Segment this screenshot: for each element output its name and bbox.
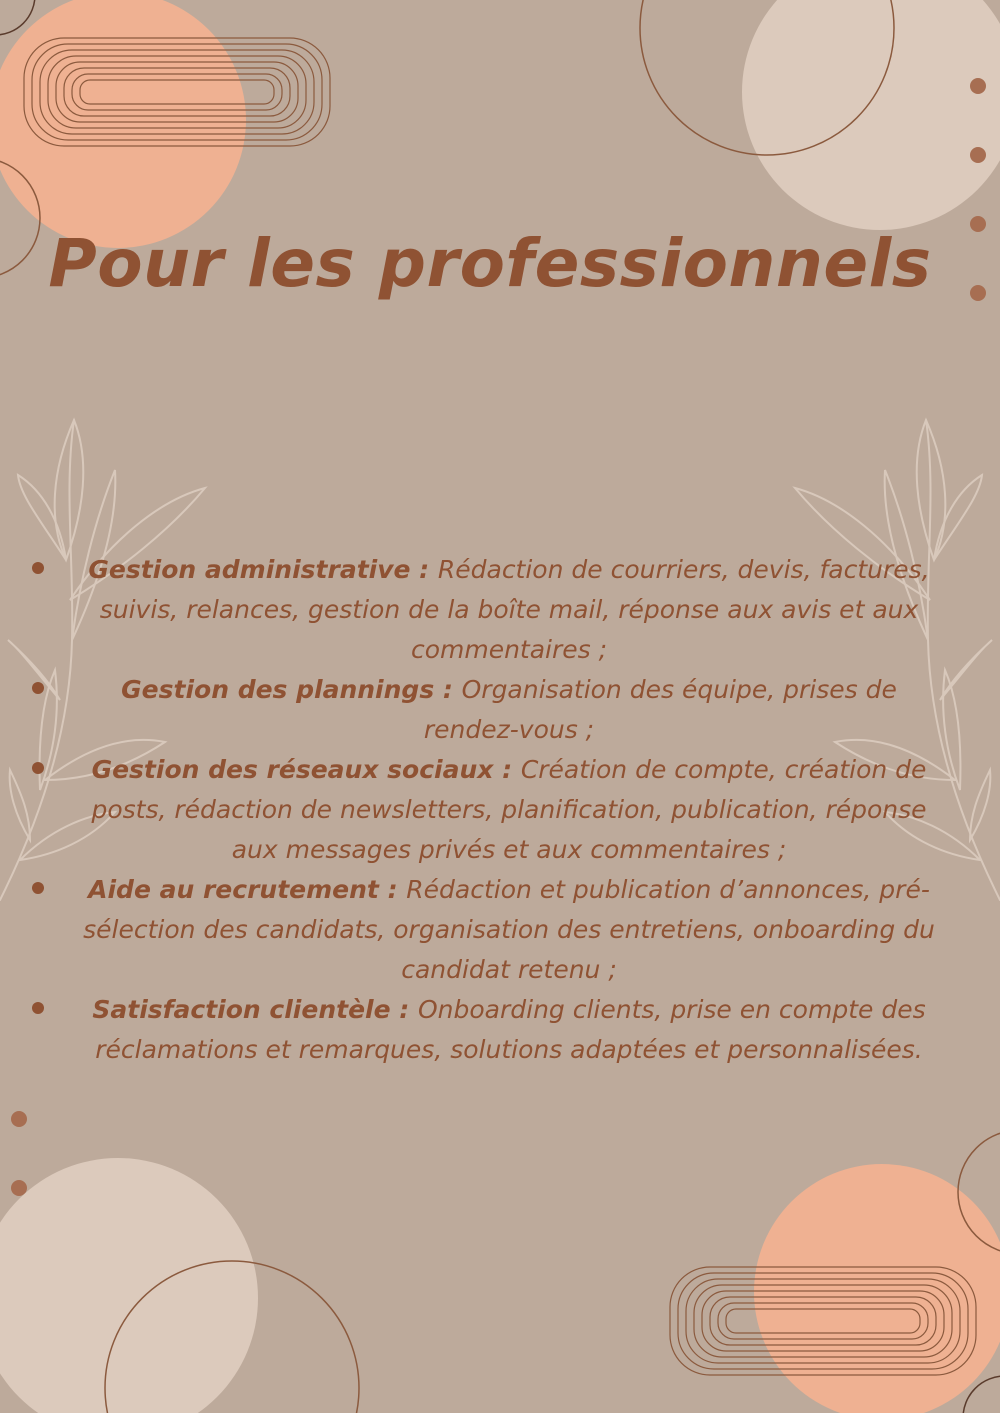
service-label: Gestion administrative : bbox=[88, 555, 438, 584]
dot bbox=[970, 147, 986, 163]
bullet-dot bbox=[32, 682, 44, 694]
dot bbox=[970, 78, 986, 94]
bullet-dot bbox=[32, 882, 44, 894]
service-description: Onboarding clients, prise en compte des réclamations et remarques, solutions adaptées et personnalisées. bbox=[95, 995, 926, 1064]
peach-circle-bottom-right bbox=[754, 1164, 1000, 1413]
bullet-dot bbox=[32, 562, 44, 574]
cream-circle-top-right bbox=[742, 0, 1000, 230]
service-label: Satisfaction clientèle : bbox=[92, 995, 418, 1024]
service-label: Gestion des plannings : bbox=[121, 675, 462, 704]
bullet-dot bbox=[32, 762, 44, 774]
service-item-plannings bbox=[30, 670, 940, 750]
service-description: Création de compte, création de posts, rédaction de newsletters, planification, publication, réponse aux messages privés et aux commentaires ; bbox=[91, 755, 927, 864]
peach-circle-top-left bbox=[0, 0, 246, 248]
service-item-recruitment bbox=[30, 870, 940, 990]
service-item-administration bbox=[30, 550, 940, 670]
bullet-dot bbox=[32, 1002, 44, 1014]
service-item-social-media bbox=[30, 750, 940, 870]
services-list bbox=[30, 550, 940, 1070]
cream-circle-bottom-left bbox=[0, 1158, 258, 1413]
service-label: Aide au recrutement : bbox=[88, 875, 407, 904]
dot bbox=[11, 1180, 27, 1196]
service-description: Rédaction et publication d’annonces, pré-sélection des candidats, organisation des entretiens, onboarding du candidat retenu ; bbox=[83, 875, 935, 984]
service-description: Organisation des équipe, prises de rendez-vous ; bbox=[423, 675, 897, 744]
page-title: Pour les professionnels bbox=[48, 225, 932, 302]
dot bbox=[11, 1111, 27, 1127]
service-description: Rédaction de courriers, devis, factures, suivis, relances, gestion de la boîte mail, réponse aux avis et aux commentaires ; bbox=[99, 555, 930, 664]
service-label: Gestion des réseaux sociaux : bbox=[91, 755, 521, 784]
service-item-customer-satisfaction bbox=[30, 990, 940, 1070]
